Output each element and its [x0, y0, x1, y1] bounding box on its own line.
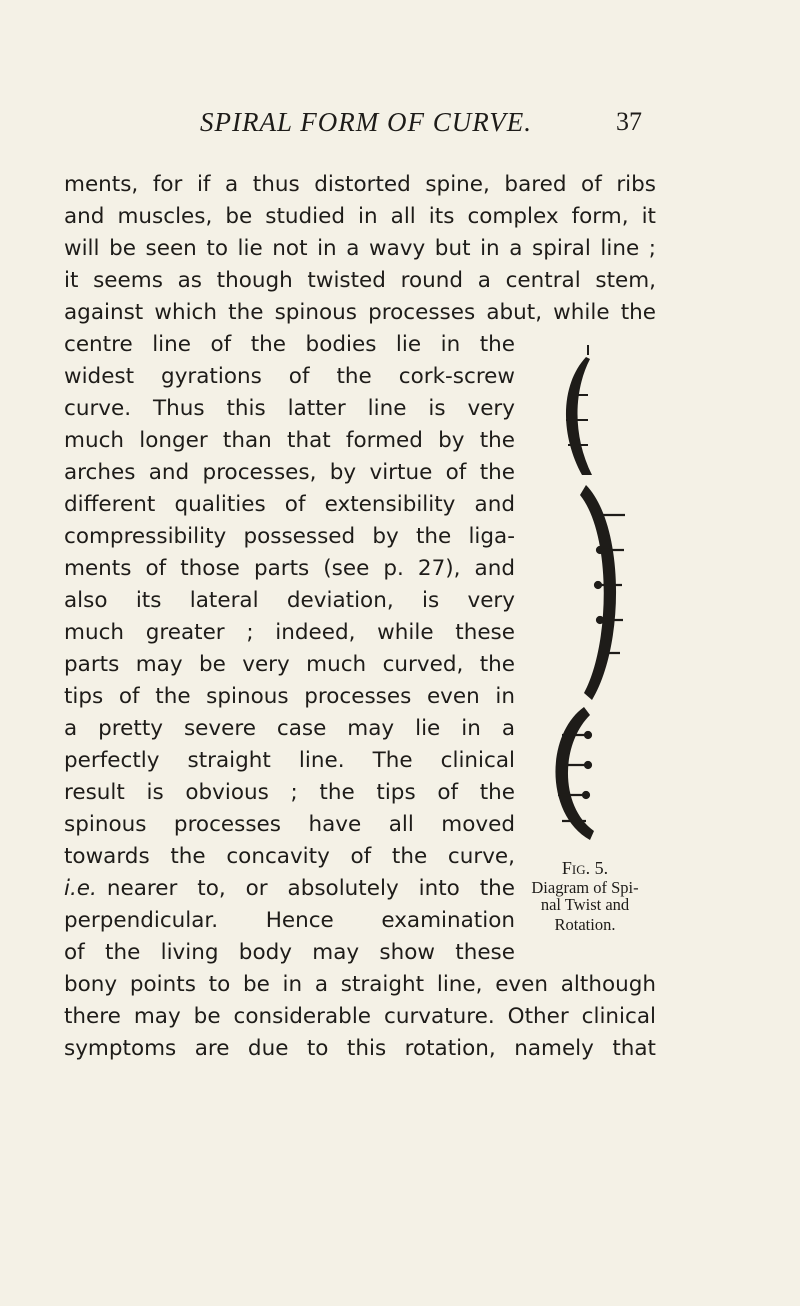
text-line: result is obvious ; the tips of the: [64, 780, 515, 805]
text-line: there may be considerable curvature. Other clinical: [64, 1004, 656, 1029]
text-line: ments, for if a thus distorted spine, bared of ribs: [64, 172, 656, 197]
text-line: also its lateral deviation, is very: [64, 588, 515, 613]
text-line: towards the concavity of the curve,: [64, 844, 515, 869]
figure-number: Fig. 5.: [561, 858, 609, 878]
caption-line: nal Twist and: [540, 895, 630, 914]
text-line: of the living body may show these: [64, 940, 515, 965]
caption-line: Rotation.: [554, 915, 616, 934]
spiral-illustration: [530, 345, 630, 845]
text-line: perfectly straight line. The clinical: [64, 748, 515, 773]
text-line: arches and processes, by virtue of the: [64, 460, 515, 485]
text-line: ments of those parts (see p. 27), and: [64, 556, 515, 581]
text-line: it seems as though twisted round a central stem,: [64, 268, 656, 293]
page-number: 37: [616, 107, 642, 136]
text-line: a pretty severe case may lie in a: [64, 716, 515, 741]
text-line: against which the spinous processes abut, while the: [64, 300, 656, 325]
text-line: spinous processes have all moved: [64, 812, 515, 837]
text-line: parts may be very much curved, the: [64, 652, 515, 677]
running-head: [0, 107, 800, 147]
text-line: bony points to be in a straight line, even although: [64, 972, 656, 997]
text-line: curve. Thus this latter line is very: [64, 396, 515, 421]
text-line: centre line of the bodies lie in the: [64, 332, 515, 357]
text-line: symptoms are due to this rotation, namely that: [64, 1036, 656, 1061]
text-line: [64, 874, 515, 904]
caption-line: Diagram of Spi-: [531, 878, 639, 897]
text-line-rest: nearer to, or absolutely into the: [106, 876, 515, 901]
text-line: tips of the spinous processes even in: [64, 684, 515, 709]
text-line: will be seen to lie not in a wavy but in a spiral line ;: [64, 236, 656, 261]
text-line: much longer than that formed by the: [64, 428, 515, 453]
text-line: perpendicular. Hence examination: [64, 908, 515, 933]
text-line: much greater ; indeed, while these: [64, 620, 515, 645]
text-line: different qualities of extensibility and: [64, 492, 515, 517]
text-line: compressibility possessed by the liga-: [64, 524, 515, 549]
text-line: widest gyrations of the cork-screw: [64, 364, 515, 389]
running-title: SPIRAL FORM OF CURVE.: [200, 107, 532, 137]
spinal-twist-diagram: [530, 345, 630, 845]
text-line: and muscles, be studied in all its complex form, it: [64, 204, 656, 229]
figure-caption: [510, 857, 660, 933]
ie-abbreviation: i.e.: [64, 876, 97, 901]
